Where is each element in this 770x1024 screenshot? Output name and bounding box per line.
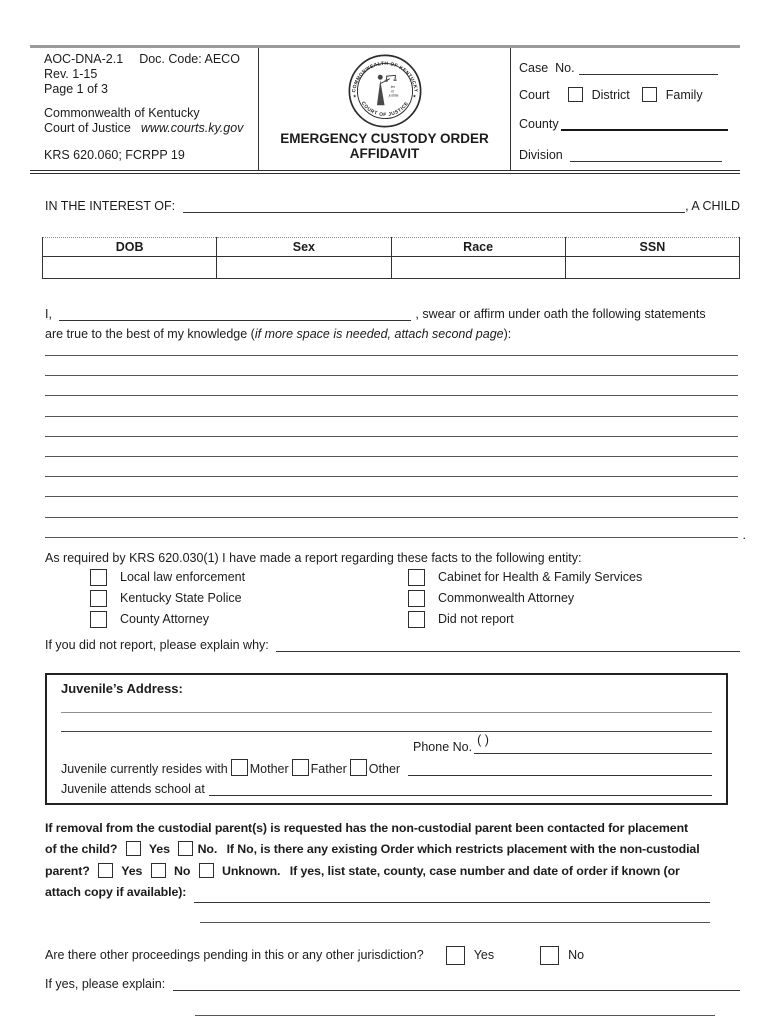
report-section [45,551,740,652]
phone-label: Phone No. [413,739,473,754]
ssn-header: SSN [565,238,739,257]
form-title-line1: EMERGENCY CUSTODY ORDER [280,131,489,146]
did-not-report-checkbox[interactable] [408,611,425,628]
cabinet-health-family-checkbox[interactable] [408,569,425,586]
explain-why-field[interactable] [276,634,740,652]
county-label: County [519,117,559,131]
removal-line3-post: If yes, list state, county, case number and date of order if known (or [289,863,680,878]
website-text: www.courts.ky.gov [140,121,244,135]
svg-text:COMMONWEALTH OF KENTUCKY [351,61,419,93]
commonwealth-label: Commonwealth of Kentucky [44,106,200,120]
statement-line[interactable] [45,356,738,376]
statement-line[interactable] [45,417,738,437]
removal-line2-post: If No, is there any existing Order which restricts placement with the non-custodial [226,842,700,857]
explain-why-label: If you did not report, please explain why: [45,637,273,652]
form-revision: Rev. 1-15 [44,67,98,81]
a-child-label: , A CHILD [685,199,740,213]
removal-line3 [45,861,740,883]
doc-code: Doc. Code: AECO [139,52,240,66]
child-name-field[interactable] [183,195,686,213]
proceedings-explain-line-2[interactable] [195,991,715,1016]
resides-with-label: Juvenile currently resides with [61,761,228,776]
contacted-no-label: No. [197,842,218,857]
proceedings-explain-label: If yes, please explain: [45,977,169,992]
proceedings-no-label: No [568,948,585,963]
seal-star-left: ★ [352,93,357,99]
order-yes-label: Yes [121,863,143,878]
case-info-block [511,48,740,170]
other-checkbox[interactable] [350,759,367,776]
case-no-label: Case No. [519,61,575,75]
order-details-field[interactable] [194,881,710,903]
statement-line[interactable] [45,477,738,497]
proceedings-yes-checkbox[interactable] [446,946,465,965]
removal-line3-pre: parent? [45,863,90,878]
statement-line[interactable] [45,376,738,396]
interest-label: IN THE INTEREST OF: [45,199,179,213]
attach-copy-label: attach copy if available): [45,884,187,899]
proceedings-question: Are there other proceedings pending in this or any other jurisdiction? [45,948,424,963]
affirmation-line2 [45,327,740,341]
statement-line[interactable] [45,341,738,356]
county-attorney-label: County Attorney [120,612,209,627]
contacted-yes-checkbox[interactable] [126,841,141,856]
dob-header: DOB [43,238,217,257]
page-number: Page 1 of 3 [44,82,108,96]
seal-bottom-text: COURT OF JUSTICE [359,101,410,119]
affirmation-italic-note: if more space is needed, attach second page [254,327,504,341]
form-title-line2: AFFIDAVIT [349,146,420,161]
district-checkbox[interactable] [568,87,583,102]
dob-cell[interactable] [43,257,217,279]
other-label: Other [368,761,404,776]
statement-period: . [742,527,746,542]
juvenile-address-box [45,673,728,805]
order-yes-checkbox[interactable] [98,863,113,878]
child-info-table [42,237,740,279]
removal-line1: If removal from the custodial parent(s) is requested has the non-custodial parent been contacted for placement [45,820,689,835]
form-id-block [30,48,258,170]
court-label: Court [519,87,550,102]
proceedings-no-checkbox[interactable] [540,946,559,965]
removal-section [45,818,740,904]
interest-row [45,196,740,213]
local-law-enforcement-label: Local law enforcement [120,570,246,585]
district-label: District [591,87,630,102]
case-no-field[interactable] [579,57,718,75]
kentucky-state-police-label: Kentucky State Police [120,591,242,606]
ssn-cell[interactable] [565,257,739,279]
order-no-label: No [173,863,191,878]
sex-cell[interactable] [217,257,391,279]
title-block [258,48,511,170]
county-attorney-checkbox[interactable] [90,611,107,628]
address-line-1-field[interactable] [61,712,712,713]
father-label: Father [310,761,347,776]
order-unknown-label: Unknown. [221,863,281,878]
statement-line[interactable] [45,497,738,517]
mother-checkbox[interactable] [231,759,248,776]
did-not-report-label: Did not report [438,612,514,627]
seal-motto-et: et [390,89,394,94]
affirmation-continued: , swear or affirm under oath the following statements [415,307,706,321]
affiant-name-field[interactable] [59,320,411,321]
area-code-parens: ( ) [477,732,489,747]
affirmation-line1 [45,304,740,321]
removal-line4 [45,882,710,903]
mother-label: Mother [249,761,289,776]
statement-line[interactable] [45,396,738,416]
father-checkbox[interactable] [292,759,309,776]
statement-line[interactable] [45,457,738,477]
form-code: AOC-DNA-2.1 [44,52,124,66]
family-label: Family [665,87,703,102]
phone-number-field[interactable] [474,733,712,754]
kentucky-state-police-checkbox[interactable] [90,590,107,607]
form-header [30,45,740,174]
statement-line[interactable] [45,437,738,457]
resides-other-field[interactable] [408,755,712,776]
proceedings-explain-line-3[interactable] [195,1016,715,1024]
affirmation-line2-start: are true to the best of my knowledge ( [45,327,255,341]
court-of-justice-label: Court of Justice [44,121,131,135]
order-unknown-checkbox[interactable] [199,863,214,878]
race-header: Race [391,238,565,257]
commonwealth-attorney-checkbox[interactable] [408,590,425,607]
order-details-field-2[interactable] [200,922,710,923]
seal-motto-lex: lex [390,85,395,90]
statute-reference: KRS 620.060; FCRPP 19 [44,148,185,162]
local-law-enforcement-checkbox[interactable] [90,569,107,586]
report-intro: As required by KRS 620.030(1) I have made a report regarding these facts to the following entity: [45,550,582,565]
affirmation-line2-end: ): [503,327,512,341]
affirmation-prefix: I, [45,307,56,321]
statement-line[interactable] [45,518,746,542]
sex-header: Sex [217,238,391,257]
division-field[interactable] [570,144,722,162]
seal-star-right: ★ [412,93,416,99]
order-no-checkbox[interactable] [151,863,166,878]
removal-line2 [45,839,740,861]
school-label: Juvenile attends school at [61,781,205,796]
table-row [43,257,740,279]
table-header-row [43,238,740,257]
seal-motto-justitia: justitia [388,93,398,98]
contacted-no-checkbox[interactable] [178,841,193,856]
race-cell[interactable] [391,257,565,279]
contacted-yes-label: Yes [148,842,170,857]
family-checkbox[interactable] [642,87,657,102]
statement-lines [45,341,746,542]
address-box-title: Juvenile’s Address: [61,680,183,696]
removal-line2-pre: of the child? [45,842,118,857]
county-field[interactable] [561,112,728,131]
address-line-2-field[interactable] [61,731,712,732]
seal-top-text: COMMONWEALTH OF KENTUCKY [351,61,418,93]
division-label: Division [519,148,567,162]
kentucky-court-seal-icon [347,53,423,129]
svg-text:COURT OF JUSTICE [359,100,410,118]
proceedings-yes-label: Yes [473,948,495,963]
commonwealth-attorney-label: Commonwealth Attorney [438,591,575,606]
proceedings-section [45,945,740,1024]
school-field[interactable] [209,776,712,796]
proceedings-explain-field[interactable] [173,973,740,991]
cabinet-health-family-label: Cabinet for Health & Family Services [438,570,643,585]
